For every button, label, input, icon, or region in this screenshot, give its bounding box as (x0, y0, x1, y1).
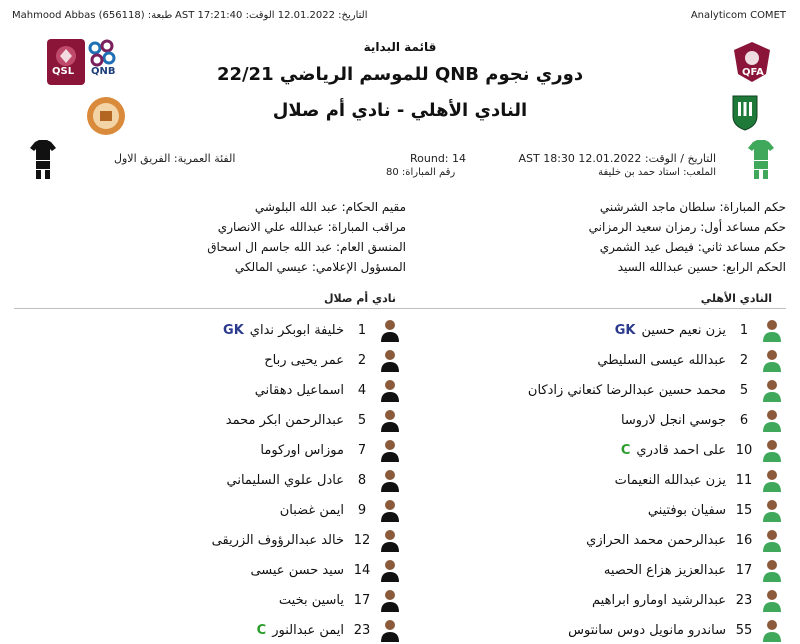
player-row (592, 586, 782, 614)
player-name: اسماعيل دهقاني (254, 382, 344, 398)
official-match-commissioner: مراقب المباراة: عبدالله علي الانصاري (217, 220, 406, 234)
player-number: 2 (739, 352, 749, 368)
system-name: Analyticom COMET (690, 10, 786, 21)
player-photo (762, 348, 782, 372)
player-row (264, 346, 400, 374)
player-number: 11 (735, 472, 753, 488)
player-name: ساندرو مانويل دوس سانتوس (568, 622, 726, 638)
player-name: عادل علوي السليماني (226, 472, 344, 488)
official-referee-assessor: مقيم الحكام: عبد الله البلوشي (254, 200, 406, 214)
match-number: رقم المباراة: 80 (386, 167, 456, 178)
player-row (279, 586, 400, 614)
player-row (648, 496, 782, 524)
player-row (615, 466, 782, 494)
player-number: 1 (357, 322, 367, 338)
player-name: يزن عبدالله النعيمات (614, 472, 726, 488)
player-row (528, 376, 782, 404)
player-photo (762, 618, 782, 642)
away-team-name: نادي أم صلال (323, 292, 396, 305)
player-name: ياسين بخيت (278, 592, 344, 608)
player-number: 55 (735, 622, 753, 638)
official-media-officer: المسؤول الإعلامي: عيسي المالكي (234, 260, 406, 274)
player-photo (380, 438, 400, 462)
round: Round: 14 (410, 152, 467, 165)
player-number: 12 (353, 532, 371, 548)
official-referee: حكم المباراة: سلطان ماجد الشرشني (599, 200, 786, 214)
player-number: 7 (357, 442, 367, 458)
player-photo (762, 378, 782, 402)
goalkeeper-badge: GK (223, 322, 244, 338)
player-name: سفيان بوفتيني (647, 502, 726, 518)
match-title: النادي الأهلي - نادي أم صلال (272, 100, 528, 121)
official-assistant-2: حكم مساعد ثاني: فيصل عيد الشمري (599, 240, 786, 254)
captain-badge: C (620, 442, 631, 458)
player-photo (762, 588, 782, 612)
player-name: عبدالعزيز هزاع الحصيه (603, 562, 726, 578)
player-name: عبدالرحمن محمد الحرازي (586, 532, 726, 548)
player-number: 23 (353, 622, 371, 638)
player-row (226, 406, 400, 434)
player-row (227, 466, 401, 494)
player-photo (762, 558, 782, 582)
player-number: 17 (353, 592, 371, 608)
match-datetime: التاريخ / الوقت: 12.01.2022 AST 18:30 (518, 152, 716, 165)
goalkeeper-badge: GK (614, 322, 636, 338)
official-fourth: الحكم الرابع: حسين عبدالله السيد (617, 260, 786, 274)
player-photo (380, 618, 400, 642)
document-title: قائمة البداية (363, 40, 437, 54)
player-number: 6 (739, 412, 749, 428)
player-number: 10 (735, 442, 753, 458)
player-photo (762, 438, 782, 462)
player-photo (380, 408, 400, 432)
home-team-name: النادي الأهلي (700, 292, 772, 305)
player-name: عبدالرشيد اومارو ابراهيم (592, 592, 726, 608)
player-row (615, 316, 782, 344)
player-row (280, 496, 400, 524)
player-row (255, 376, 400, 404)
player-number: 4 (357, 382, 367, 398)
player-name: يزن نعيم حسين (641, 322, 726, 338)
player-number: 17 (735, 562, 753, 578)
stadium: الملعب: استاد حمد بن خليفة (598, 167, 716, 178)
player-number: 16 (735, 532, 753, 548)
player-photo (380, 558, 400, 582)
player-row (212, 526, 400, 554)
player-row (604, 556, 782, 584)
player-number: 1 (739, 322, 749, 338)
player-number: 5 (739, 382, 749, 398)
player-name: خليفة ابوبكر نداي (249, 322, 344, 338)
player-photo (380, 378, 400, 402)
player-photo (380, 528, 400, 552)
player-name: عبدالله عيسى السليطي (597, 352, 726, 368)
player-photo (380, 348, 400, 372)
player-number: 8 (357, 472, 367, 488)
player-number: 5 (357, 412, 367, 428)
player-photo (380, 318, 400, 342)
league-season-title: دوري نجوم QNB للموسم الرياضي 22/21 (216, 64, 584, 85)
player-row (260, 436, 400, 464)
player-number: 2 (357, 352, 367, 368)
player-photo (762, 528, 782, 552)
player-name: عمر يحيى رباح (264, 352, 344, 368)
player-name: عبدالرحمن ابكر محمد (225, 412, 344, 428)
player-number: 14 (353, 562, 371, 578)
player-row (586, 526, 782, 554)
official-general-coordinator: المنسق العام: عبد الله جاسم ال اسحاق (207, 240, 406, 254)
player-name: سيد حسن عيسى (250, 562, 344, 578)
player-photo (380, 588, 400, 612)
print-datetime: التاريخ: 12.01.2022 الوقت: 17:21:40 AST (175, 10, 368, 21)
away-kit-icon (30, 140, 56, 180)
player-row (621, 406, 782, 434)
player-row (223, 316, 400, 344)
player-row (568, 616, 782, 644)
player-photo (380, 498, 400, 522)
player-name: محمد حسين عبدالرضا كنعاني زادكان (527, 382, 726, 398)
player-photo (762, 408, 782, 432)
qnb-logo-text: QNB (91, 66, 116, 77)
player-photo (762, 498, 782, 522)
qfa-logo-text: QFA (742, 67, 764, 78)
divider (14, 308, 786, 309)
player-row (250, 556, 400, 584)
player-name: ايمن عبدالنور (272, 622, 344, 638)
player-row (597, 346, 782, 374)
player-row (621, 436, 782, 464)
age-category: الفئة العمرية: الفريق الاول (114, 152, 236, 165)
player-name: جوسي انجل لاروسا (620, 412, 726, 428)
player-name: على احمد قادري (636, 442, 726, 458)
player-name: ايمن غضبان (279, 502, 344, 518)
captain-badge: C (256, 622, 267, 638)
player-photo (762, 318, 782, 342)
printed-by: Mahmood Abbas (656118) :طبعة (12, 10, 173, 21)
official-assistant-1: حكم مساعد أول: رمزان سعيد الرمزاني (588, 220, 786, 234)
player-row (257, 616, 400, 644)
player-number: 15 (735, 502, 753, 518)
player-number: 23 (735, 592, 753, 608)
home-kit-icon (748, 140, 774, 180)
qsl-logo-text: QSL (52, 66, 75, 77)
player-name: موزاس اوركوما (260, 442, 344, 458)
player-number: 9 (357, 502, 367, 518)
player-photo (762, 468, 782, 492)
player-name: خالد عبدالرؤوف الزريقى (211, 532, 344, 548)
player-photo (380, 468, 400, 492)
